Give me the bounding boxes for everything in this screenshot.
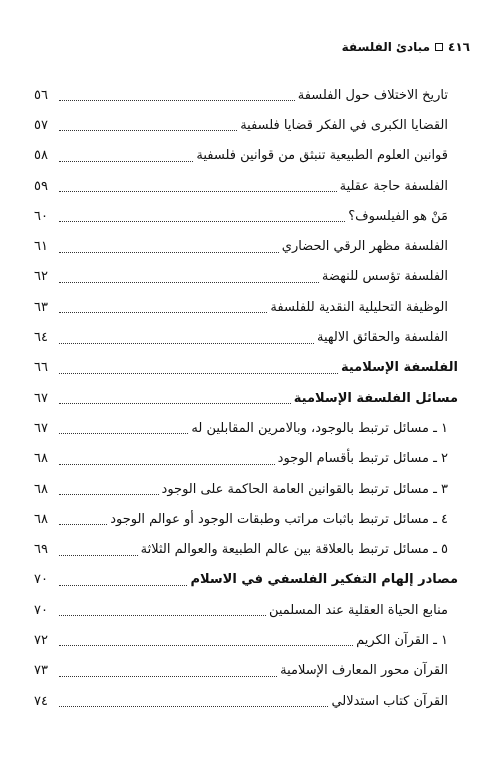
dot-leader <box>59 402 291 404</box>
toc-entry <box>34 413 458 443</box>
toc-entry-page: ٦٧ <box>34 390 48 406</box>
toc-entry-page: ٧٠ <box>34 602 48 618</box>
toc-entry-page: ٧٤ <box>34 693 48 709</box>
dot-leader <box>59 281 319 283</box>
toc-entry <box>34 504 458 534</box>
toc-entry-title: ١ ـ القرآن الكريم <box>356 632 448 648</box>
toc-entry <box>34 625 458 655</box>
dot-leader <box>59 311 267 313</box>
header-page-number: ٤١٦ <box>448 40 470 54</box>
toc-entry-page: ٦٧ <box>34 420 48 436</box>
toc-entry-title: ٥ ـ مسائل ترتبط بالعلاقة بين عالم الطبيعة والعوالم الثلاثة <box>140 542 448 558</box>
toc-entry-page: ٦٣ <box>34 299 48 315</box>
toc-entry-page: ٦٢ <box>34 269 48 285</box>
toc-entry-title: ٤ ـ مسائل ترتبط باثبات مراتب وطبقات الوجود أو عوالم الوجود <box>110 511 448 527</box>
toc-entry-title: الفلسفة الإسلامية <box>340 360 458 376</box>
toc-entry <box>34 292 458 322</box>
toc-entry-page: ٦٦ <box>34 360 48 376</box>
dot-leader <box>59 432 188 434</box>
dot-leader <box>59 493 159 495</box>
toc-entry-page: ٦٩ <box>34 542 48 558</box>
toc-entry-page: ٥٩ <box>34 178 48 194</box>
toc-entry-title: القرآن كتاب استدلالي <box>331 693 448 709</box>
dot-leader <box>59 99 295 101</box>
toc-entry-page: ٦٠ <box>34 208 48 224</box>
dot-leader <box>59 129 237 131</box>
dot-leader <box>59 463 275 465</box>
toc-entry <box>34 141 458 171</box>
square-icon <box>435 43 443 51</box>
toc-entry-title: الفلسفة والحقائق الالهية <box>317 330 448 346</box>
toc-entry-title: القرآن محور المعارف الإسلامية <box>280 663 448 679</box>
toc-entry-page: ٧٣ <box>34 663 48 679</box>
dot-leader <box>59 523 107 525</box>
toc-entry <box>34 262 458 292</box>
toc-entry <box>34 171 458 201</box>
toc-entry-title: القضايا الكبرى في الفكر قضايا فلسفية <box>240 117 448 133</box>
toc-entry-title: قوانين العلوم الطبيعية تنبثق من قوانين فلسفية <box>196 148 448 164</box>
toc-entry-title: مسائل الفلسفة الإسلامية <box>293 390 458 406</box>
toc-entry-title: الفلسفة مظهر الرقي الحضاري <box>281 239 448 255</box>
dot-leader <box>59 160 193 162</box>
toc-entry <box>34 565 458 595</box>
toc-entry <box>34 534 458 564</box>
toc-entry <box>34 595 458 625</box>
toc-entry <box>34 444 458 474</box>
toc-entry-title: ٣ ـ مسائل ترتبط بالقوانين العامة الحاكمة على الوجود <box>161 481 448 497</box>
dot-leader <box>59 584 187 586</box>
toc-entry-page: ٥٦ <box>34 87 48 103</box>
dot-leader <box>59 190 337 192</box>
dot-leader <box>59 220 345 222</box>
toc-entry-title: مصادر إلهام التفكير الفلسفي في الاسلام <box>190 572 458 588</box>
toc-entry <box>34 474 458 504</box>
toc-entry-title: ٢ ـ مسائل ترتبط بأقسام الوجود <box>277 451 448 467</box>
toc-entry <box>34 110 458 140</box>
dot-leader <box>59 675 277 677</box>
toc-entry <box>34 201 458 231</box>
toc-entry <box>34 383 458 413</box>
toc-entry <box>34 80 458 110</box>
header-book-title: مبادئ الفلسفة <box>341 40 431 54</box>
dot-leader <box>59 251 279 253</box>
toc-entry-title: منابع الحياة العقلية عند المسلمين <box>268 602 448 618</box>
toc-entry <box>34 686 458 716</box>
dot-leader <box>59 644 353 646</box>
toc-entry-page: ٦٨ <box>34 511 48 527</box>
toc-entry-page: ٦١ <box>34 239 48 255</box>
toc-entry-title: الفلسفة تؤسس للنهضة <box>321 269 448 285</box>
toc-entry-page: ٧٢ <box>34 632 48 648</box>
toc-entry-page: ٦٨ <box>34 481 48 497</box>
toc-entry <box>34 656 458 686</box>
toc-entry-page: ٥٧ <box>34 117 48 133</box>
toc-entry <box>34 353 458 383</box>
dot-leader <box>59 342 314 344</box>
toc-entry-title: الفلسفة حاجة عقلية <box>339 178 448 194</box>
toc-entry-title: ١ ـ مسائل ترتبط بالوجود، وبالامرين المقابلين له <box>191 420 448 436</box>
table-of-contents <box>34 80 458 716</box>
toc-entry-title: تاريخ الاختلاف حول الفلسفة <box>297 87 448 103</box>
dot-leader <box>59 554 138 556</box>
toc-entry-title: مَنْ هو الفيلسوف؟ <box>348 208 448 224</box>
dot-leader <box>59 614 266 616</box>
toc-entry-page: ٧٠ <box>34 572 48 588</box>
dot-leader <box>59 705 328 707</box>
toc-entry <box>34 231 458 261</box>
toc-entry-page: ٦٨ <box>34 451 48 467</box>
toc-entry <box>34 322 458 352</box>
running-header <box>342 40 470 54</box>
toc-entry-page: ٥٨ <box>34 148 48 164</box>
toc-entry-page: ٦٤ <box>34 330 48 346</box>
toc-entry-title: الوظيفة التحليلية النقدية للفلسفة <box>270 299 448 315</box>
dot-leader <box>59 372 338 374</box>
